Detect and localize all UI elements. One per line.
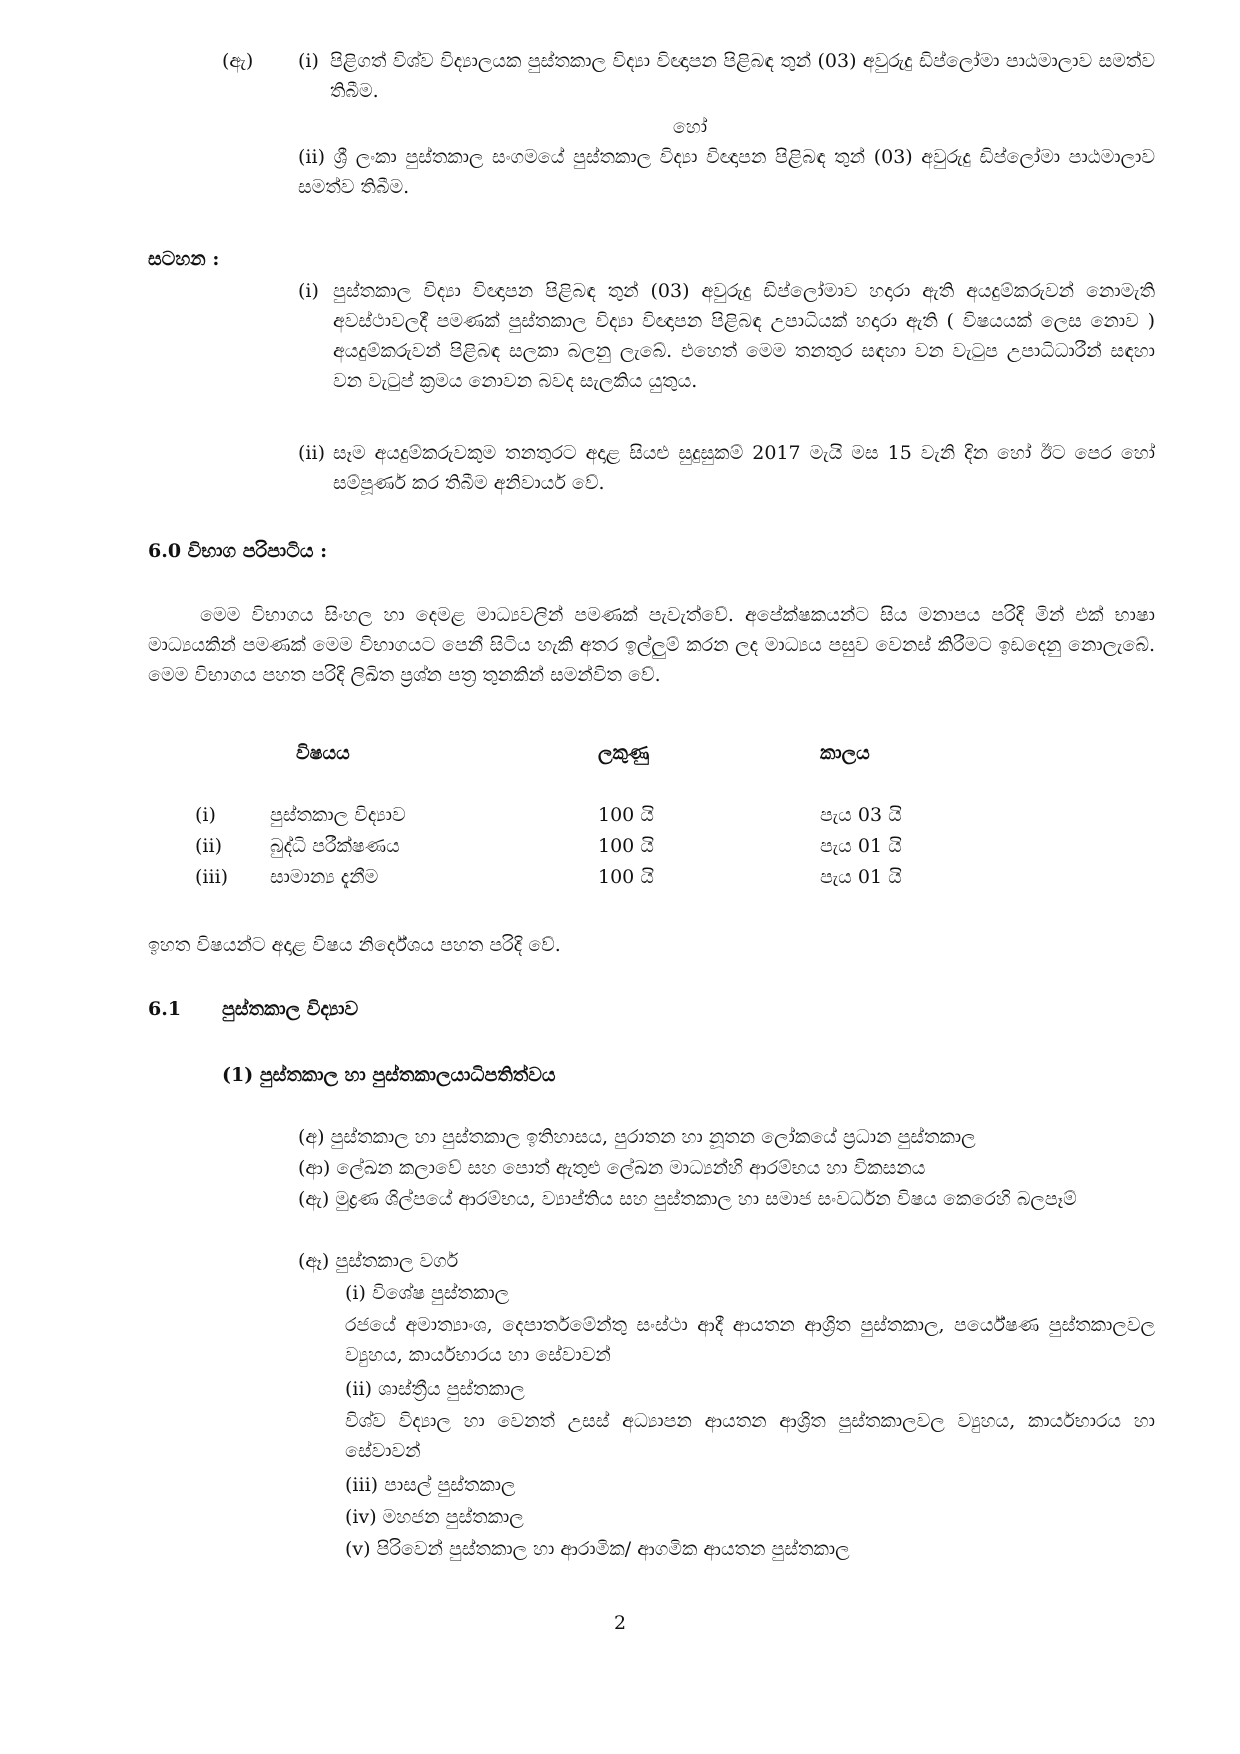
table-header-time: කාලය [820,742,870,764]
table-row-subject: බුද්ධි පරීක්ෂණය [270,835,400,857]
library-type-public: (iv) මහජන පුස්තකාල [345,1506,524,1528]
list-item-aee: (ඈ) පුස්තකාල වර්ග [298,1250,459,1272]
library-type-special: (i) විශේෂ පුස්තකාල [345,1282,510,1304]
subsection-1-title: (1) පුස්තකාල හා පුස්තකාලයාධිපතිත්වය [222,1064,556,1086]
page-number: 2 [613,1612,627,1634]
table-header-subject: විෂයය [296,742,350,764]
syllabus-intro: ඉහත විෂයන්ට අදාළ විෂය නිර්දේශය පහත පරිදි වේ. [148,934,561,956]
option-i-text: පිළිගත් විශ්ව විද්‍යාලයක පුස්තකාල විද්‍යා විඥාපන පිළිබඳ තුන් (03) අවුරුදු ඩිප්ලෝමා පාඨමාලාව සමත්ව තිබීම. [330,50,1155,102]
note-1-number: (i) [298,280,319,302]
or-separator: හෝ [672,116,708,138]
table-row-marks: 100 යි [598,866,654,888]
library-type-pirivena: (v) පිරිවෙන් පුස්තකාල හා ආරාමික/ ආගමික ආයතන පුස්තකාල [345,1538,850,1560]
table-row-subject: සාමාන්‍ය දැනීම [270,866,379,888]
library-type-academic-desc: විශ්ව විද්‍යාල හා වෙනත් උසස් අධ්‍යාපන ආයතන ආශ්‍රිත පුස්තකාලවල ව්‍යුහය, කාර්යභාරය හා සේවාවන් [345,1410,1155,1462]
table-header-marks: ලකුණු [598,742,650,764]
section-6-1-number: 6.1 [148,998,182,1020]
note-1-text: පුස්තකාල විද්‍යා විඥාපන පිළිබඳ තුන් (03) අවුරුදු ඩිප්ලෝමාව හදාරා ඇති අයදුම්කරුවන් නොමැති අවස්ථාවලදී පමණක් පුස්තකාල විද්‍යා විඥාපන පිළිබඳ උපාධියක් හදාරා ඇති ( විෂයයක් ලෙස නොව ) අයදුම්කරුවන් පිළිබඳ සලකා බලනු ලැබේ. එහෙත් මෙම තනතුර සඳහා වන වැටුප උපාධිධාරීන් සඳහා වන වැටුප් ක්‍රමය නොවන බවද සැලකිය යුතුය. [333,280,1155,392]
library-type-academic: (ii) ශාස්ත්‍රීය පුස්තකාල [345,1378,525,1400]
item-label-ae: (ඇ) [222,50,254,72]
note-heading: සටහන : [148,248,220,270]
table-row-num: (ii) [195,835,222,857]
library-type-school: (iii) පාසල් පුස්තකාල [345,1474,516,1496]
section-6-0-heading: 6.0 විභාග පරිපාටිය : [148,540,328,562]
list-item-a: (අ) පුස්තකාල හා පුස්තකාල ඉතිහාසය, පුරාතන හා නූතන ලෝකයේ ප්‍රධාන පුස්තකාල [298,1126,976,1148]
table-row-marks: 100 යි [598,804,654,826]
table-row-num: (iii) [195,866,229,888]
table-row-time: පැය 01 යි [820,835,902,857]
section-6-1-title: පුස්තකාල විද්‍යාව [222,998,359,1020]
list-item-aa: (ආ) ලේඛන කලාවේ සහ පොත් ඇතුළු ලේඛන මාධ්‍යන්හි ආරම්භය හා විකසනය [298,1157,926,1179]
table-row-time: පැය 03 යි [820,804,902,826]
note-2-number: (ii) [298,442,325,464]
option-ii-text: (ii) ශ්‍රී ලංකා පුස්තකාල සංගමයේ පුස්තකාල විද්‍යා විඥාපන පිළිබඳ තුන් (03) අවුරුදු ඩිප්ලෝමා පාඨමාලාව සමත්ව තිබීම. [298,146,1155,198]
option-i-number: (i) [298,50,319,72]
library-type-special-desc: රජයේ අමාත්‍යාංශ, දෙපාර්තමේන්තු සංස්ථා ආදී ආයතන ආශ්‍රිත පුස්තකාල, පර්යේෂණ පුස්තකාලවල ව්‍යුහය, කාර්යභාරය හා සේවාවන් [345,1314,1155,1366]
table-row-marks: 100 යි [598,835,654,857]
table-row-subject: පුස්තකාල විද්‍යාව [270,804,406,826]
list-item-ae: (ඇ) මුද්‍රණ ශිල්පයේ ආරම්භය, ව්‍යාප්තිය සහ පුස්තකාල හා සමාජ සංවර්ධන විෂය කෙරෙහි බලපෑම් [298,1188,1077,1210]
section-6-0-paragraph: මෙම විභාගය සිංහල හා දෙමළ මාධ්‍යවලින් පමණක් පැවැත්වේ. අපේක්ෂකයන්ට සිය මනාපය පරිදි මින් එක් භාෂා මාධ්‍යයකින් පමණක් මෙම විභාගයට පෙනී සිටිය හැකි අතර ඉල්ලුම් කරන ලද මාධ්‍යය පසුව වෙනස් කිරීමට ඉඩදෙනු නොලැබේ. මෙම විභාගය පහත පරිදි ලිඛිත ප්‍රශ්න පත්‍ර තුනකින් සමන්විත වේ. [148,604,1155,686]
table-row-time: පැය 01 යි [820,866,902,888]
table-row-num: (i) [195,804,216,826]
note-2-text: සෑම අයදුම්කරුවකුම තනතුරට අදාළ සියළු සුදුසුකම් 2017 මැයි මස 15 වැනි දින හෝ ඊට පෙර හෝ සම්පූර්ණ කර තිබීම අනිවාර්ය වේ. [333,442,1155,494]
